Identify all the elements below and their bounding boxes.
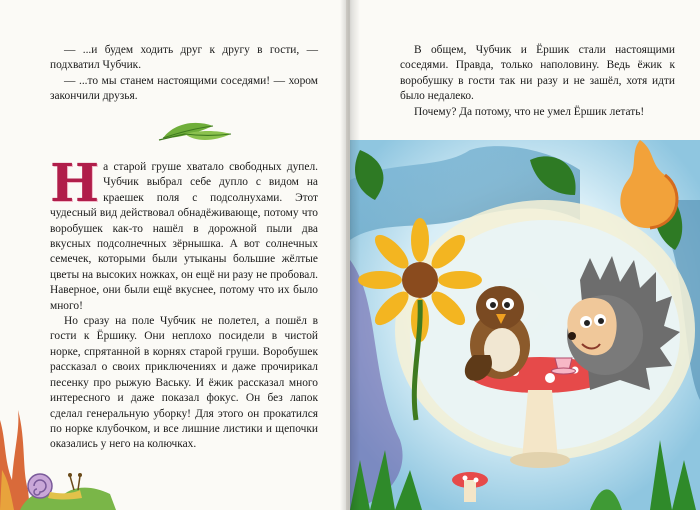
drop-cap: Н bbox=[50, 153, 100, 214]
leaf-ornament-icon bbox=[155, 118, 235, 144]
hedgehog-sparrow-illustration bbox=[350, 140, 700, 510]
snail-grass-illustration bbox=[0, 410, 120, 510]
story-paragraph bbox=[50, 153, 318, 314]
book-gutter bbox=[340, 0, 360, 510]
story-block bbox=[50, 153, 318, 453]
right-page bbox=[350, 0, 700, 510]
right-paragraph: В общем, Чубчик и Ёршик стали настоящими соседями. Правда, только наполовину. Ведь ёжик к воробушку в гости так ни разу и не зашёл, хотя идти было недалеко. bbox=[400, 44, 675, 103]
paragraph-text: а старой груше хватало свободных дупел. Чубчик выбрал себе дупло с видом на краешек поля с подсолнухами. Этот чудесный вид действовал обнадёживающе, потому что воробушек как-то нашёл в дорожной пыли два вкусных подсолнечных зёрнышка. А вот солнечных семечек, которыми были утыканы большие жёлтые цветы на высоких ножках, он ещё ни разу не пробовал. Наверное, они были ещё вкуснее, потому что их было много! bbox=[50, 161, 318, 312]
right-paragraph: Почему? Да потому, что не умел Ёршик летать! bbox=[414, 105, 645, 118]
dialog-line: — ...то мы станем настоящими соседями! — хором закончили друзья. bbox=[50, 74, 318, 103]
right-text-block bbox=[400, 43, 675, 120]
dialog-line: — ...и будем ходить друг к другу в гости, — подхватил Чубчик. bbox=[50, 44, 318, 72]
left-page bbox=[0, 0, 346, 510]
dialog-block bbox=[50, 43, 318, 105]
story-paragraph: Но сразу на поле Чубчик не полетел, а пошёл в гости к Ёршику. Они неплохо посидели в чистой норке, спрятанной в корнях старой груши. Воробушек рассказал о своих приключениях и даже прочирикал песенку про рыжую Ваську. И ёжик рассказал много интересного и даже показал фокус. Он без лапок сделал генеральную уборку! Для этого он прокатился по норке клубочком, и все лишние листики и щепочки оказались у него на колючках. bbox=[50, 315, 318, 451]
